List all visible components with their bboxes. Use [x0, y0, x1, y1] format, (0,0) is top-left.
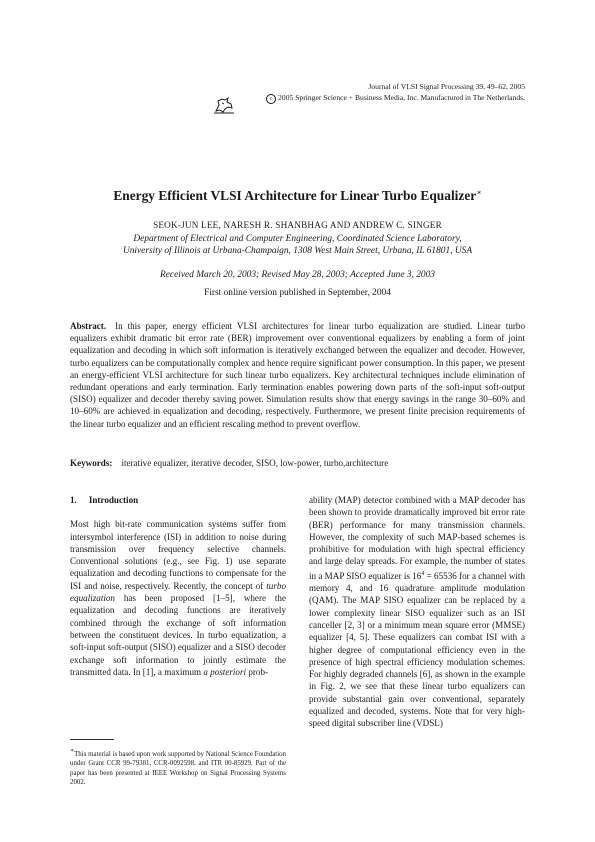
journal-copyright-line	[185, 92, 525, 104]
affiliation	[60, 234, 535, 258]
springer-horse-icon	[213, 96, 235, 114]
left-column	[70, 494, 286, 678]
right-column	[309, 494, 525, 730]
abstract-text: In this paper, energy efficient VLSI architectures for linear turbo equalization are studied. Linear turbo equalizers exhibit dramatic bit error rate (BER) improvement over conventional equalizers by enabling a form of joint equalization and decoding in which soft information is iteratively exchanged between the equalizer and decoder. However, turbo equalizers can be computationally complex and hence require significant power consumption. In this paper, we present an energy-efficient VLSI architecture for such linear turbo equalizers. Key architectural techniques include elimination of redundant operations and early termination. Early termination enables powering down parts of the soft-input soft-output (SISO) equalizer and decoder thereby saving power. Simulation results show that energy savings in the range 30–60% and 10–60% are achieved in equalization and decoding, respectively. Furthermore, we present finite precision requirements of the linear turbo equalizer and an efficient rescaling method to prevent overflow.	[70, 321, 525, 429]
abstract-label: Abstract.	[70, 321, 107, 331]
right-paragraph	[309, 494, 525, 730]
keywords	[70, 458, 525, 468]
affiliation-line-1: Department of Electrical and Computer Engineering, Coordinated Science Laboratory,	[133, 234, 462, 244]
right-superscript: 4	[421, 570, 425, 577]
right-text-1: ability (MAP) detector combined with a MAP decoder has been shown to provide dramatically improved bit error rate (BER) performance for many transmission channels. However, the complexity of such MAP-based schemes is prohibitive for modulation with high spectral efficiency and large delay spreads. For example, the number of states in a MAP SISO equalizer is 16	[309, 495, 525, 581]
left-paragraph	[70, 518, 286, 678]
right-text-2: = 65536 for a channel with memory 4, and 16 quadrature amplitude modulation (QAM). The MAP SISO equalizer can be replaced by a lower complexity linear SISO equalizer such as an ISI canceller [2, 3] or a minimum mean square error (MMSE) equalizer [4, 5]. These equalizers can combat ISI with a higher degree of computational efficiency even in the presence of high spectral efficiency modulation schemes. For highly degraded channels [6], as shown in the example in Fig. 2, we see that these linear turbo equalizers can provide substantial gain over conventional, separately equalized and decoded, systems. Note that for very high-speed digital subscriber line (VDSL)	[309, 570, 525, 729]
left-text-2: has been proposed [1–5], where the equalization and decoding functions are iteratively combined through the exchange of soft information between the constituent devices. In turbo equalization, a soft-input soft-output (SISO) equalizer and a SISO decoder exchange soft information to jointly estimate the transmitted data. In [1], a maximum	[70, 593, 286, 677]
keywords-text: iterative equalizer, iterative decoder, SISO, low-power, turbo,architecture	[121, 458, 389, 468]
affiliation-line-2: University of Illinois at Urbana-Champaign, 1308 West Main Street, Urbana, IL 61801, USA	[122, 245, 473, 256]
journal-citation: Journal of VLSI Signal Processing 39, 49–62, 2005	[368, 82, 525, 91]
footnote-text: This material is based upon work supported by National Science Foundation under Grant CCR 99-79381, CCR-0092598, and ITR 00-85929. Part of the paper has been presented at IEEE Workshop on Signal Processing Systems 2002.	[70, 751, 286, 787]
abstract	[70, 320, 525, 430]
section-title: Introduction	[88, 495, 139, 505]
journal-copyright: 2005 Springer Science + Business Media, Inc. Manufactured in The Netherlands.	[278, 93, 525, 102]
footnote	[70, 747, 286, 788]
left-emphasis-2: a posteriori	[203, 666, 247, 677]
online-publication: First online version published in September, 2004	[204, 288, 391, 298]
section-heading	[70, 494, 286, 506]
keywords-label: Keywords:	[70, 458, 113, 468]
paper-title	[60, 188, 535, 204]
title-footnote-mark: ∗	[476, 188, 482, 197]
paper-title-text: Energy Efficient VLSI Architecture for Linear Turbo Equalizer	[113, 188, 477, 203]
copyright-symbol: c	[266, 94, 276, 104]
left-text-1: Most high bit-rate communication systems suffer from intersymbol interference (ISI) in addition to noise during transmission over frequency selective channels. Conventional solutions (e.g., see Fig. 1) use separate equalization and decoding functions to compensate for the ISI and noise, respectively. Recently, the concept of	[70, 519, 286, 591]
section-number: 1.	[70, 495, 77, 505]
footnote-mark: ∗	[70, 748, 75, 754]
left-text-3: prob-	[246, 666, 269, 677]
footnote-rule	[70, 739, 114, 740]
received-dates: Received March 20, 2003; Revised May 28, 2003; Accepted June 3, 2003	[160, 270, 435, 280]
journal-header	[185, 81, 525, 104]
left-emphasis-1: turbo equalization	[70, 580, 286, 604]
authors: SEOK-JUN LEE, NARESH R. SHANBHAG AND ANDREW C. SINGER	[153, 220, 442, 230]
